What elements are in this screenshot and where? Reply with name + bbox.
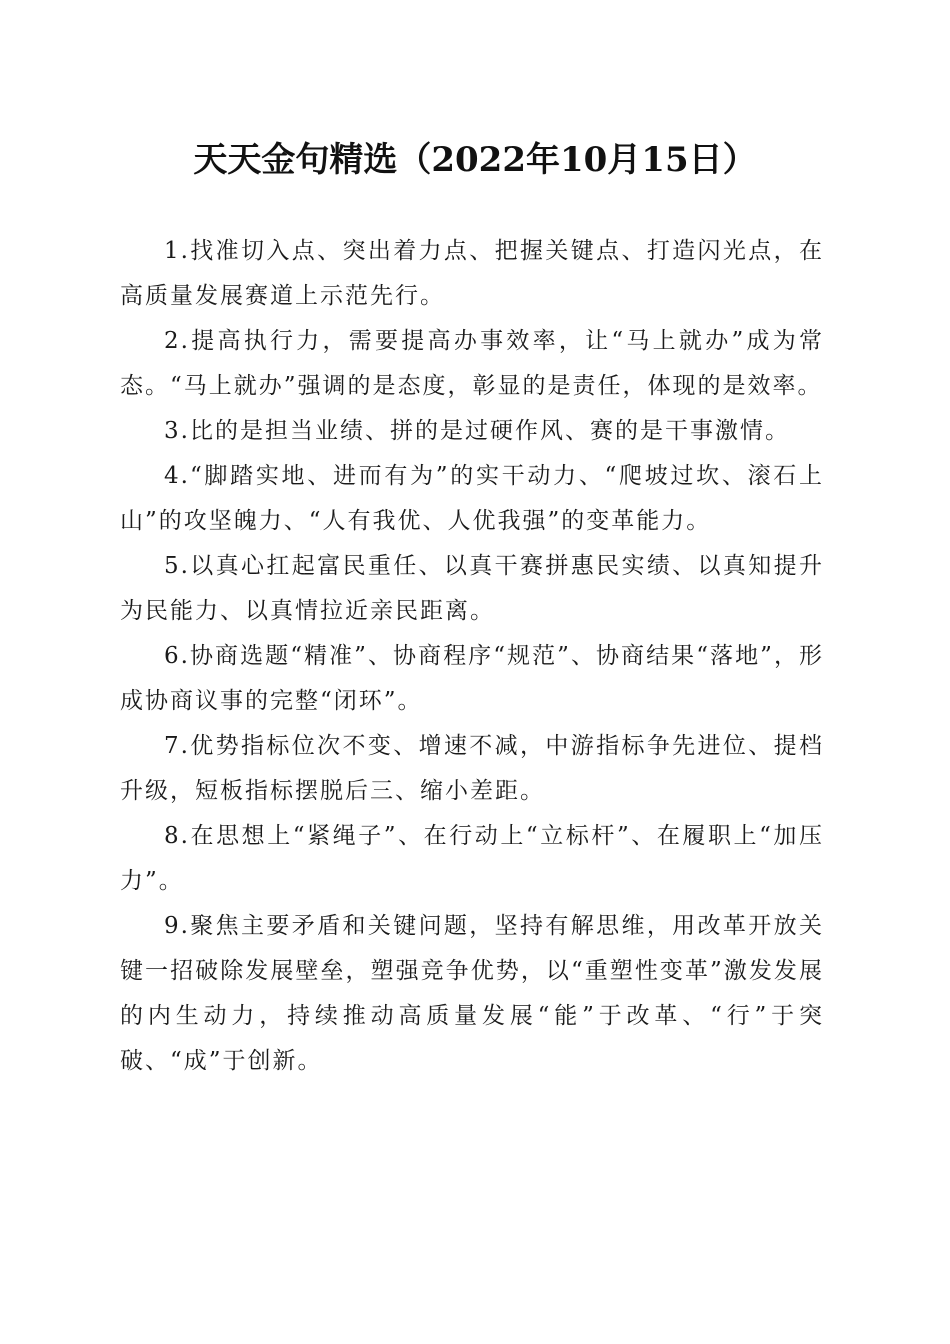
paragraph-2: 2.提高执行力，需要提高办事效率，让“马上就办”成为常态。“马上就办”强调的是态度，彰显的是责任，体现的是效率。 [120, 328, 824, 399]
document-body [120, 229, 824, 1084]
paragraph-7: 7.优势指标位次不变、增速不减，中游指标争先进位、提档升级，短板指标摆脱后三、缩小差距。 [120, 733, 824, 804]
document-title: 天天金句精选（2022年10月15日） [193, 140, 757, 180]
paragraph-8: 8.在思想上“紧绳子”、在行动上“立标杆”、在履职上“加压力”。 [120, 823, 824, 894]
paragraph-1: 1.找准切入点、突出着力点、把握关键点、打造闪光点，在高质量发展赛道上示范先行。 [120, 238, 824, 309]
paragraph-4: 4.“脚踏实地、进而有为”的实干动力、“爬坡过坎、滚石上山”的攻坚魄力、“人有我优、人优我强”的变革能力。 [120, 463, 824, 534]
paragraph-5: 5.以真心扛起富民重任、以真干赛拼惠民实绩、以真知提升为民能力、以真情拉近亲民距离。 [120, 553, 824, 624]
paragraph-9: 9.聚焦主要矛盾和关键问题，坚持有解思维，用改革开放关键一招破除发展壁垒，塑强竞争优势，以“重塑性变革”激发发展的内生动力，持续推动高质量发展“能”于改革、“行”于突破、“成”于创新。 [120, 913, 824, 1074]
paragraph-3: 3.比的是担当业绩、拼的是过硬作风、赛的是干事激情。 [164, 418, 790, 444]
paragraph-6: 6.协商选题“精准”、协商程序“规范”、协商结果“落地”，形成协商议事的完整“闭环”。 [120, 643, 824, 714]
